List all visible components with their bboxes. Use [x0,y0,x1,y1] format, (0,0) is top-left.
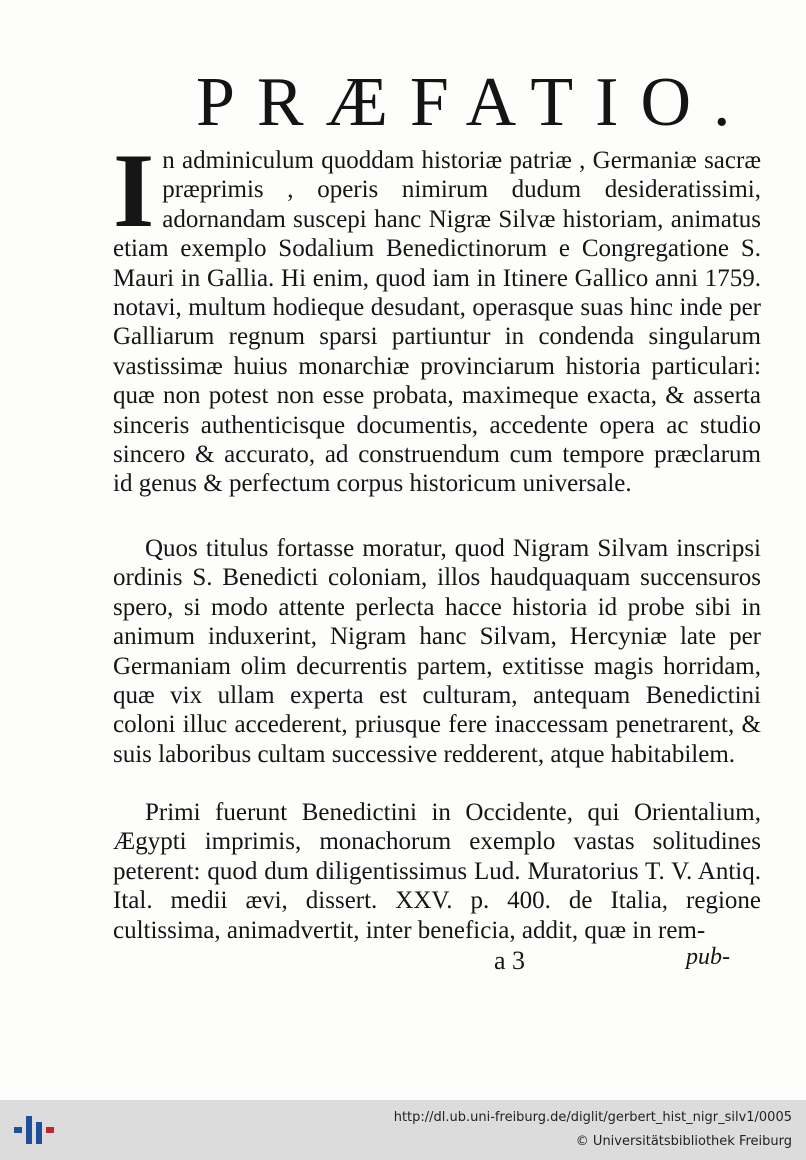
page-title: PRÆFATIO. [196,64,753,141]
copyright-notice: © Universitätsbibliothek Freiburg [575,1134,792,1149]
source-url-link[interactable]: http://dl.ub.uni-freiburg.de/diglit/gerbert_hist_nigr_silv1/0005 [393,1110,792,1125]
footer-bar [0,1100,806,1160]
paragraph-1-text: n adminiculum quoddam historiæ patriæ , Germaniæ sacræ præprimis , operis nimirum dudum desideratissimi, adornandam suscepi hanc Nigræ Silvæ historiam, animatus etiam exemplo Sodalium Benedictinorum e Congregatione S. Mauri in Gallia. Hi enim, quod iam in Itinere Gallico anni 1759. notavi, multum hodieque desudant, operasque suas hinc inde per Galliarum regnum sparsi partiuntur in condenda singularum vastissimæ huius monarchiæ provinciarum historia particulari: quæ non potest non esse probata, maximeque exacta, & asserta sinceris authenticisque documentis, accedente opera ac studio sincero & accurato, ad construendum cum tempore præclarum id genus & perfectum corpus historicum universale. [113,147,761,498]
paragraph-2: Quos titulus fortasse moratur, quod Nigram Silvam inscripsi ordinis S. Benedicti coloniam, illos haudquaquam succensuros spero, si modo attente perlecta hacce historia id probe sibi in animum induxerint, Nigram hanc Silvam, Hercyniæ late per Germaniam olim decurrentis partem, extitisse magis horridam, quæ vix ullam experta est culturam, antequam Benedictini coloni illuc accederent, priusque fere inaccessam penetrarent, & suis laboribus cultam successive redderent, atque habitabilem. [113,535,761,768]
catchword: pub- [686,944,730,970]
paragraph-1 [113,132,761,499]
ub-freiburg-logo-icon [14,1112,54,1148]
drop-cap: I [113,132,155,249]
paragraph-3: Primi fuerunt Benedictini in Occidente, qui Orientalium, Ægypti imprimis, monachorum exemplo vastas solitudines peterent: quod dum diligentissimus Lud. Muratorius T. V. Antiq. Ital. medii ævi, dissert. XXV. p. 400. de Italia, regione cultissima, animadvertit, inter beneficia, addit, quæ in rem- [113,799,761,944]
signature-mark: a 3 [494,946,526,975]
